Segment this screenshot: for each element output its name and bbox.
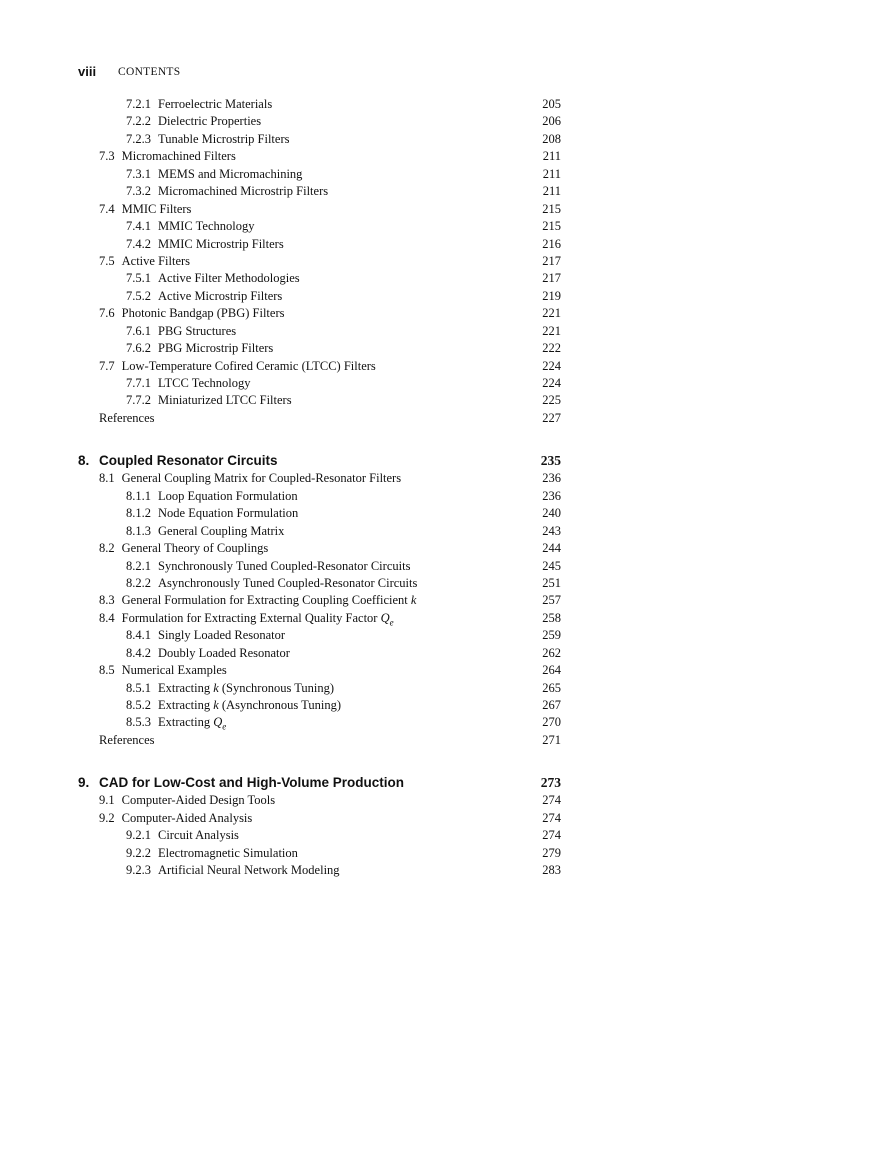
toc-entry[interactable]	[0, 218, 893, 235]
toc-entry[interactable]	[0, 166, 893, 183]
section-number: 8.1	[99, 471, 115, 486]
chapter-heading-8[interactable]	[0, 452, 893, 470]
entry-page: 257	[542, 593, 561, 608]
toc-entry[interactable]	[0, 340, 893, 357]
entry-page: 283	[542, 863, 561, 878]
entry-title: 8.5.1 Extracting k (Synchronous Tuning)	[126, 680, 334, 697]
entry-page: 267	[542, 698, 561, 712]
section-number: 8.4.1	[126, 628, 151, 643]
entry-title: 8.3 General Formulation for Extracting Coupling Coefficient k	[99, 592, 416, 609]
toc-entry[interactable]	[0, 148, 893, 165]
section-number: 8.4.2	[126, 645, 151, 660]
entry-page: 219	[542, 288, 561, 303]
entry-title: 7.3 Micromachined Filters	[99, 148, 236, 165]
entry-title: 8.4.1 Singly Loaded Resonator	[126, 627, 285, 644]
section-number: 9.2.3	[126, 863, 151, 878]
toc-entry[interactable]	[0, 558, 893, 575]
entry-page: 211	[542, 184, 561, 199]
section-number: 7.7.1	[126, 376, 151, 390]
entry-title: 7.7.2 Miniaturized LTCC Filters	[126, 392, 292, 409]
toc-entry[interactable]	[0, 862, 893, 879]
chapter-page: 235	[540, 453, 561, 469]
entry-title: 8.5 Numerical Examples	[99, 662, 227, 679]
entry-page: 208	[542, 131, 561, 146]
chapter-number: 8.	[78, 453, 90, 469]
section-number: 8.2	[99, 541, 115, 556]
toc-entry[interactable]	[0, 201, 893, 218]
section-number: 7.3.1	[126, 166, 151, 181]
entry-page: 265	[542, 680, 561, 695]
entry-page: 274	[542, 810, 561, 825]
section-number: 7.6	[99, 306, 115, 321]
toc-entry[interactable]	[0, 714, 893, 731]
entry-title: 8.1.3 General Coupling Matrix	[126, 523, 284, 540]
toc-entry[interactable]	[0, 662, 893, 679]
entry-title: 7.5.1 Active Filter Methodologies	[126, 270, 300, 287]
toc-entry[interactable]	[0, 358, 893, 375]
entry-page: 271	[542, 732, 561, 747]
section-number: 7.2.1	[126, 97, 151, 111]
toc-entry[interactable]	[0, 732, 893, 749]
section-number: 8.3	[99, 593, 115, 608]
entry-title: 7.4.2 MMIC Microstrip Filters	[126, 236, 284, 253]
section-number: 8.5.3	[126, 715, 151, 730]
entry-page: 217	[542, 271, 561, 286]
math-symbol: k	[410, 593, 417, 608]
entry-title: 7.2.1 Ferroelectric Materials	[126, 96, 272, 113]
entry-page: 211	[542, 166, 561, 181]
toc-entry[interactable]	[0, 236, 893, 253]
toc-entry[interactable]	[0, 392, 893, 409]
toc-entry[interactable]	[0, 470, 893, 487]
entry-page: 206	[542, 114, 561, 129]
toc-entry[interactable]	[0, 627, 893, 644]
toc-block-chapter7-continued	[0, 96, 893, 427]
entry-title: 7.2.3 Tunable Microstrip Filters	[126, 131, 289, 148]
page-number: viii	[78, 64, 97, 79]
entry-title: 8.2 General Theory of Couplings	[99, 540, 268, 557]
entry-title: 9.2.2 Electromagnetic Simulation	[126, 845, 298, 862]
chapter-heading-9[interactable]	[0, 774, 893, 792]
toc-entry[interactable]	[0, 410, 893, 427]
section-number: 8.1.2	[126, 506, 151, 521]
toc-entry[interactable]	[0, 592, 893, 609]
entry-title: 7.5.2 Active Microstrip Filters	[126, 288, 282, 305]
entry-title: 9.2.1 Circuit Analysis	[126, 827, 239, 844]
section-number: 9.1	[99, 793, 115, 808]
entry-page: 205	[542, 97, 561, 111]
entry-title: 8.5.3 Extracting $Q_e$	[126, 715, 227, 732]
entry-page: 227	[542, 410, 561, 425]
toc-entry[interactable]	[0, 288, 893, 305]
entry-title: 8.4 Formulation for Extracting External Quality Factor $Q_e$	[99, 610, 394, 628]
section-number: 9.2.2	[126, 845, 151, 860]
toc-entry[interactable]	[0, 610, 893, 627]
running-head: CONTENTS	[118, 66, 181, 78]
entry-page: 222	[542, 341, 561, 356]
toc-entry[interactable]	[0, 253, 893, 270]
entry-page: 245	[542, 558, 561, 573]
toc-entry[interactable]	[0, 270, 893, 287]
toc-entry[interactable]	[0, 113, 893, 130]
toc-entry[interactable]	[0, 488, 893, 505]
entry-title: 7.7 Low-Temperature Cofired Ceramic (LTCC) Filters	[99, 358, 376, 375]
entry-title: 7.5 Active Filters	[99, 253, 190, 270]
toc-entry[interactable]	[0, 305, 893, 322]
entry-title: 8.1 General Coupling Matrix for Coupled-Resonator Filters	[99, 470, 401, 487]
toc-entry[interactable]	[0, 810, 893, 827]
toc-entry[interactable]	[0, 505, 893, 522]
section-number: 7.4	[99, 201, 115, 216]
toc-entry[interactable]	[0, 792, 893, 809]
entry-page: 224	[542, 376, 561, 390]
section-number: 7.3.2	[126, 184, 151, 199]
toc-entry[interactable]	[0, 131, 893, 148]
entry-page: 279	[542, 845, 561, 860]
entry-page: 221	[542, 323, 561, 338]
section-number: 9.2	[99, 810, 115, 825]
entry-title: 7.6.1 PBG Structures	[126, 323, 236, 340]
entry-page: 211	[542, 149, 561, 164]
section-number: 8.1.1	[126, 488, 151, 503]
entry-title: 8.1.2 Node Equation Formulation	[126, 505, 298, 522]
chapter-page: 273	[540, 775, 561, 791]
math-symbol: k	[213, 698, 219, 712]
entry-page: 215	[542, 201, 561, 216]
entry-title: 7.7.1 LTCC Technology	[126, 375, 251, 392]
entry-page: 243	[542, 523, 561, 538]
section-number: 7.5.2	[126, 288, 151, 303]
entry-title: 9.2 Computer-Aided Analysis	[99, 810, 252, 827]
entry-page: 221	[542, 306, 561, 321]
section-number: 7.6.2	[126, 341, 151, 356]
section-number: 7.7.2	[126, 393, 151, 408]
entry-page: 216	[542, 236, 561, 251]
chapter-number: 9.	[78, 775, 90, 791]
entry-page: 259	[542, 628, 561, 643]
toc-entry[interactable]	[0, 680, 893, 697]
section-number: 7.4.1	[126, 219, 151, 234]
entry-page: 264	[542, 663, 561, 678]
section-number: 7.5.1	[126, 271, 151, 286]
toc-entry[interactable]	[0, 827, 893, 844]
chapter-title: CAD for Low-Cost and High-Volume Production	[99, 775, 404, 791]
entry-page: 274	[542, 828, 561, 843]
entry-title: 8.5.2 Extracting k (Asynchronous Tuning)	[126, 697, 341, 714]
section-number: 9.2.1	[126, 828, 151, 843]
section-number: 7.2.3	[126, 131, 151, 146]
entry-page: 251	[542, 575, 561, 590]
entry-title: 7.3.2 Micromachined Microstrip Filters	[126, 183, 328, 200]
math-symbol: $Q_e$	[380, 610, 394, 628]
entry-page: 258	[542, 610, 561, 625]
entry-page: 236	[542, 488, 561, 503]
entry-title: 7.4.1 MMIC Technology	[126, 218, 254, 235]
entry-title: 9.1 Computer-Aided Design Tools	[99, 792, 275, 809]
entry-title: 7.3.1 MEMS and Micromachining	[126, 166, 302, 183]
toc-entry[interactable]	[0, 96, 893, 113]
entry-title: References	[99, 410, 155, 425]
section-number: 8.5.1	[126, 680, 151, 695]
math-symbol: $Q_e$	[213, 715, 227, 732]
entry-title: References	[99, 732, 155, 747]
entry-title: 7.6 Photonic Bandgap (PBG) Filters	[99, 305, 284, 322]
entry-title: 7.2.2 Dielectric Properties	[126, 113, 261, 130]
entry-page: 240	[542, 506, 561, 521]
section-number: 8.2.1	[126, 558, 151, 573]
toc-block-chapter9	[0, 792, 893, 879]
entry-page: 236	[542, 471, 561, 486]
math-symbol: k	[213, 680, 219, 695]
entry-title: 8.1.1 Loop Equation Formulation	[126, 488, 298, 505]
section-number: 7.7	[99, 358, 115, 373]
entry-page: 225	[542, 393, 561, 408]
entry-title: 8.2.2 Asynchronously Tuned Coupled-Resonator Circuits	[126, 575, 417, 592]
toc-entry[interactable]	[0, 323, 893, 340]
section-number: 7.6.1	[126, 323, 151, 338]
entry-page: 215	[542, 219, 561, 234]
toc-block-chapter8	[0, 470, 893, 749]
entry-page: 274	[542, 793, 561, 808]
section-number: 7.5	[99, 253, 115, 268]
toc-entry[interactable]	[0, 183, 893, 200]
section-number: 8.5.2	[126, 698, 151, 712]
entry-page: 217	[542, 253, 561, 268]
toc-entry[interactable]	[0, 375, 893, 392]
toc-entry[interactable]	[0, 645, 893, 662]
toc-entry[interactable]	[0, 575, 893, 592]
toc-entry[interactable]	[0, 523, 893, 540]
entry-title: 8.4.2 Doubly Loaded Resonator	[126, 645, 290, 662]
section-number: 8.4	[99, 610, 115, 625]
chapter-title: Coupled Resonator Circuits	[99, 453, 278, 469]
entry-title: 9.2.3 Artificial Neural Network Modeling	[126, 862, 340, 879]
toc-entry[interactable]	[0, 697, 893, 714]
toc-entry[interactable]	[0, 540, 893, 557]
table-of-contents	[0, 96, 893, 880]
section-number: 7.2.2	[126, 114, 151, 129]
section-number: 7.3	[99, 149, 115, 164]
entry-page: 224	[542, 358, 561, 373]
section-number: 8.1.3	[126, 523, 151, 538]
entry-page: 270	[542, 715, 561, 730]
section-number: 8.5	[99, 663, 115, 678]
section-number: 7.4.2	[126, 236, 151, 251]
entry-page: 244	[542, 541, 561, 556]
section-number: 8.2.2	[126, 575, 151, 590]
entry-title: 7.6.2 PBG Microstrip Filters	[126, 340, 273, 357]
entry-title: 8.2.1 Synchronously Tuned Coupled-Resonator Circuits	[126, 558, 410, 575]
toc-entry[interactable]	[0, 845, 893, 862]
entry-page: 262	[542, 645, 561, 660]
entry-title: 7.4 MMIC Filters	[99, 201, 191, 218]
